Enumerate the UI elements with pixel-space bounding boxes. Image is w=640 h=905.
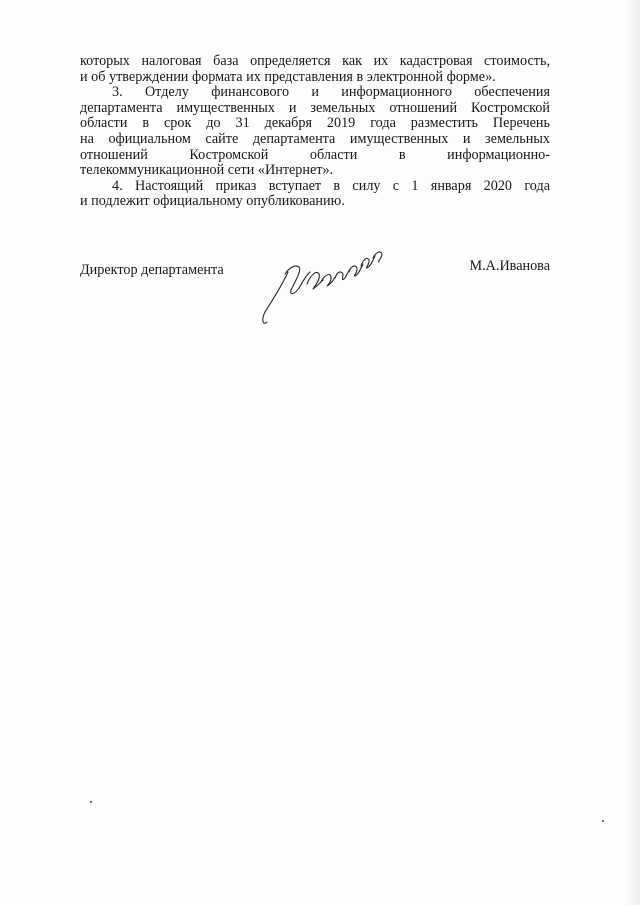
text-line: 4. Настоящий приказ вступает в силу с 1 января 2020 года	[112, 177, 550, 194]
scan-edge-shadow	[626, 0, 640, 905]
signer-position: Директор департамента	[80, 262, 224, 278]
text-line: на официальном сайте департамента имущественных и земельных	[80, 130, 550, 147]
text-line: области в срок до 31 декабря 2019 года разместить Перечень	[80, 115, 550, 132]
text-line: которых налоговая база определяется как их кадастровая стоимость,	[80, 53, 550, 69]
text-line: департамента имущественных и земельных отношений Костромской	[80, 99, 550, 116]
scan-speck	[90, 801, 92, 803]
text-line: и об утверждении формата их представления в электронной форме».	[80, 68, 496, 85]
signature-block	[80, 258, 550, 332]
handwritten-signature	[255, 234, 390, 334]
text-line: телекоммуникационной сети «Интернет».	[80, 162, 334, 179]
text-line: и подлежит официальному опубликованию.	[80, 193, 345, 210]
text-line: отношений Костромской области в информационно-	[80, 146, 550, 163]
text-line: 3. Отделу финансового и информационного обеспечения	[112, 84, 550, 101]
scan-speck	[602, 820, 604, 822]
document-body	[80, 54, 550, 210]
signer-name: М.А.Иванова	[469, 258, 550, 274]
